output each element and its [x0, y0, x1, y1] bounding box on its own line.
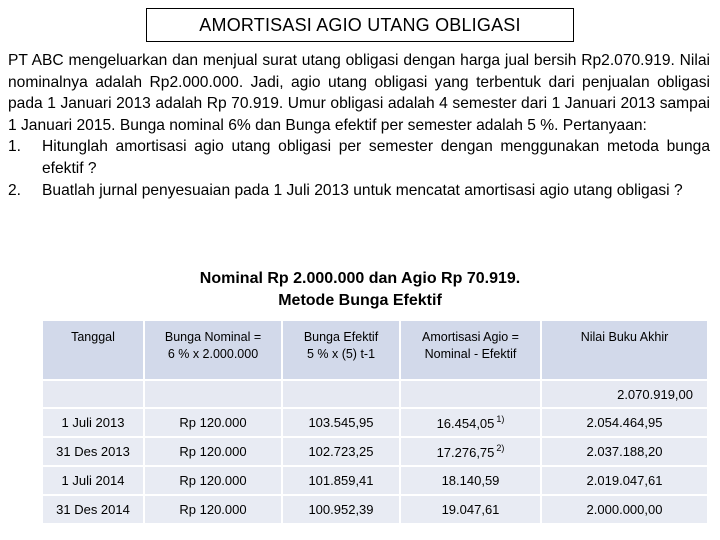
cell-amortisasi: 19.047,61 — [400, 495, 541, 524]
cell-efektif: 103.545,95 — [282, 408, 400, 437]
table-row-initial — [42, 380, 708, 408]
cell-nilai-buku: 2.000.000,00 — [541, 495, 708, 524]
cell-date: 31 Des 2013 — [42, 437, 144, 466]
header-tanggal: Tanggal — [42, 320, 144, 380]
cell-efektif: 102.723,25 — [282, 437, 400, 466]
table-header-row — [42, 320, 708, 380]
table-row — [42, 437, 708, 466]
subtitle-method: Metode Bunga Efektif — [278, 292, 442, 309]
cell-nilai-buku: 2.037.188,20 — [541, 437, 708, 466]
table-row — [42, 466, 708, 495]
cell-nominal: Rp 120.000 — [144, 408, 282, 437]
cell-amortisasi: 18.140,59 — [400, 466, 541, 495]
question-number: 1. — [8, 138, 22, 156]
header-nilai-buku: Nilai Buku Akhir — [541, 320, 708, 380]
problem-paragraph: PT ABC mengeluarkan dan menjual surat utang obligasi dengan harga jual bersih Rp2.070.919. Nilai nominalnya adalah Rp2.000.000. Jadi, agio utang obligasi yang terbentuk dari penjualan obligasi pada 1 Januari 2013 adalah Rp 70.919. Umur obligasi adalah 4 semester dari 1 Januari 2013 sampai 1 Januari 2015. Bunga nominal 6% dan Bunga efektif per semester adalah 5 %. Pertanyaan: — [8, 52, 710, 134]
cell-efektif: 100.952,39 — [282, 495, 400, 524]
cell-nilai-buku: 2.019.047,61 — [541, 466, 708, 495]
initial-book-value: 2.070.919,00 — [541, 380, 708, 408]
subtitle-nominal-agio: Nominal Rp 2.000.000 dan Agio Rp 70.919. — [199, 270, 521, 287]
header-bunga-nominal: Bunga Nominal = 6 % x 2.000.000 — [144, 320, 282, 380]
cell-nominal: Rp 120.000 — [144, 437, 282, 466]
question-list — [8, 136, 710, 201]
header-amortisasi: Amortisasi Agio = Nominal - Efektif — [400, 320, 541, 380]
header-bunga-efektif: Bunga Efektif 5 % x (5) t-1 — [282, 320, 400, 380]
table-row — [42, 495, 708, 524]
cell-date: 31 Des 2014 — [42, 495, 144, 524]
cell-date: 1 Juli 2014 — [42, 466, 144, 495]
cell-nominal: Rp 120.000 — [144, 495, 282, 524]
question-number: 2. — [8, 181, 22, 199]
footnote-marker: 2) — [496, 443, 505, 453]
cell-amortisasi: 17.276,75 $^{2)}$ — [400, 437, 541, 466]
cell-date: 1 Juli 2013 — [42, 408, 144, 437]
question-text: Buatlah jurnal penyesuaian pada 1 Juli 2013 untuk mencatat amortisasi agio utang obligasi ? — [42, 181, 683, 199]
question-text: Hitunglah amortisasi agio utang obligasi per semester dengan menggunakan metoda bunga efektif ? — [42, 138, 710, 177]
page-title: AMORTISASI AGIO UTANG OBLIGASI — [146, 8, 574, 42]
problem-statement — [8, 50, 710, 201]
question-item — [8, 136, 710, 179]
footnote-marker: 1) — [496, 414, 505, 424]
question-item — [8, 180, 710, 202]
cell-nilai-buku: 2.054.464,95 — [541, 408, 708, 437]
amortization-table — [41, 319, 709, 525]
table-row — [42, 408, 708, 437]
cell-amortisasi: 16.454,05 $^{1)}$ — [400, 408, 541, 437]
cell-nominal: Rp 120.000 — [144, 466, 282, 495]
cell-efektif: 101.859,41 — [282, 466, 400, 495]
